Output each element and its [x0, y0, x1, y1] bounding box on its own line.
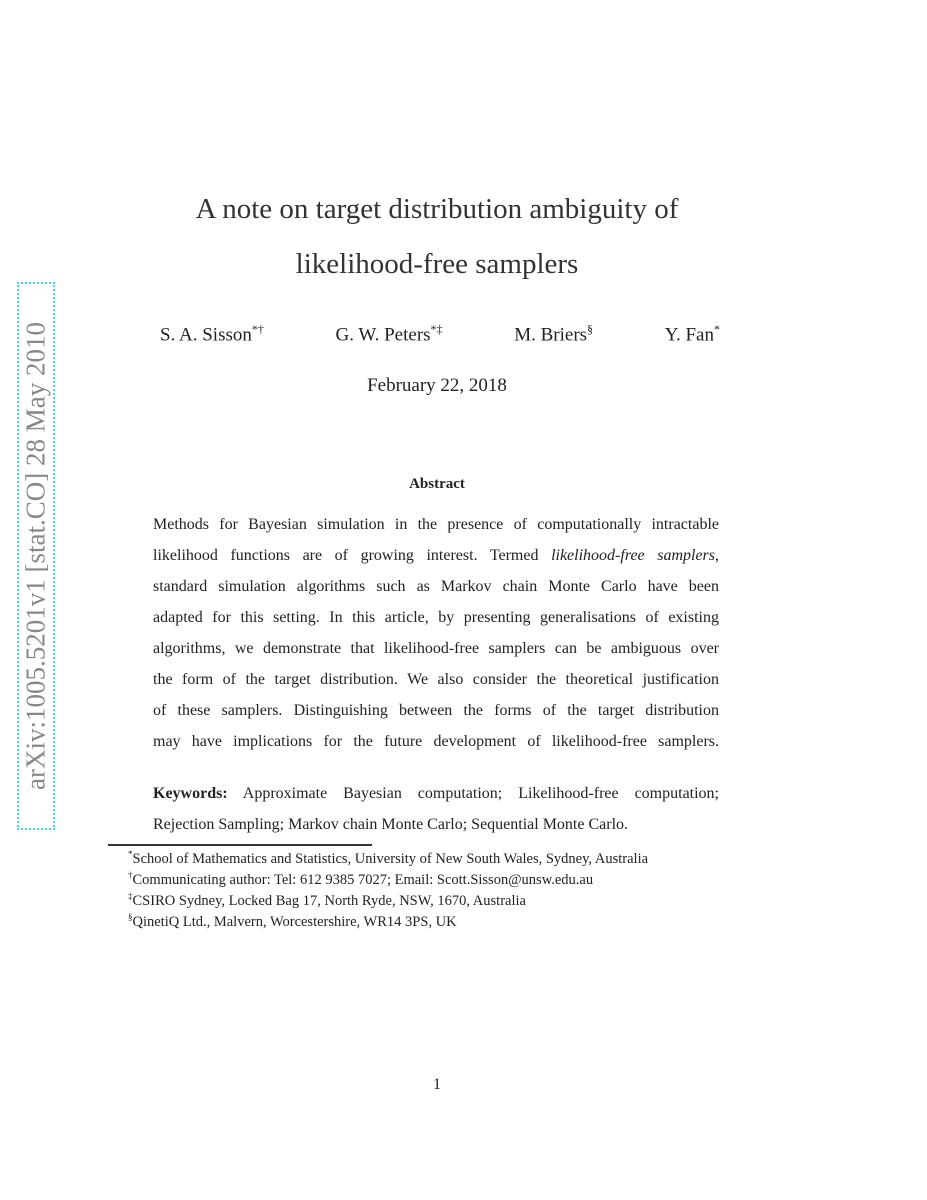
- abstract-line: algorithms, we demonstrate that likelihood-free samplers can be ambiguous over: [153, 640, 719, 657]
- title-line-2: likelihood-free samplers: [295, 248, 579, 280]
- abstract-line: may have implications for the future development of likelihood-free samplers.: [153, 733, 719, 750]
- author: M. Briers§: [514, 322, 594, 346]
- abstract-line: adapted for this setting. In this article, by presenting generalisations of existing: [153, 609, 719, 626]
- footnote-rule: [108, 844, 372, 846]
- page-number: 1: [433, 1076, 441, 1093]
- abstract-heading: Abstract: [409, 476, 465, 492]
- abstract-line: the form of the target distribution. We also consider the theoretical justification: [153, 671, 719, 688]
- keywords-line: Rejection Sampling; Markov chain Monte Carlo; Sequential Monte Carlo.: [153, 816, 629, 833]
- abstract-line: of these samplers. Distinguishing between the forms of the target distribution: [153, 702, 719, 719]
- abstract-line: likelihood functions are of growing interest. Termed likelihood-free samplers,: [153, 547, 719, 564]
- abstract-line: Methods for Bayesian simulation in the presence of computationally intractable: [153, 516, 719, 533]
- footnote: §QinetiQ Ltd., Malvern, Worcestershire, WR14 3PS, UK: [128, 912, 457, 930]
- keywords-line: Keywords: Approximate Bayesian computation; Likelihood-free computation;: [153, 785, 719, 802]
- author: Y. Fan*: [664, 322, 720, 346]
- arxiv-stamp: [17, 282, 55, 830]
- abstract-line: standard simulation algorithms such as Markov chain Monte Carlo have been: [153, 578, 719, 595]
- title-line-1: A note on target distribution ambiguity of: [195, 193, 679, 225]
- footnote: ‡CSIRO Sydney, Locked Bag 17, North Ryde, NSW, 1670, Australia: [128, 891, 526, 909]
- author-list: [160, 322, 720, 346]
- author: G. W. Peters*‡: [335, 322, 443, 346]
- date: February 22, 2018: [367, 375, 507, 396]
- footnote: *School of Mathematics and Statistics, University of New South Wales, Sydney, Australia: [128, 849, 649, 867]
- author: S. A. Sisson*†: [160, 322, 264, 346]
- footnote: †Communicating author: Tel: 612 9385 7027; Email: Scott.Sisson@unsw.edu.au: [128, 870, 594, 888]
- arxiv-id: arXiv:1005.5201v1 [stat.CO] 28 May 2010: [20, 322, 51, 790]
